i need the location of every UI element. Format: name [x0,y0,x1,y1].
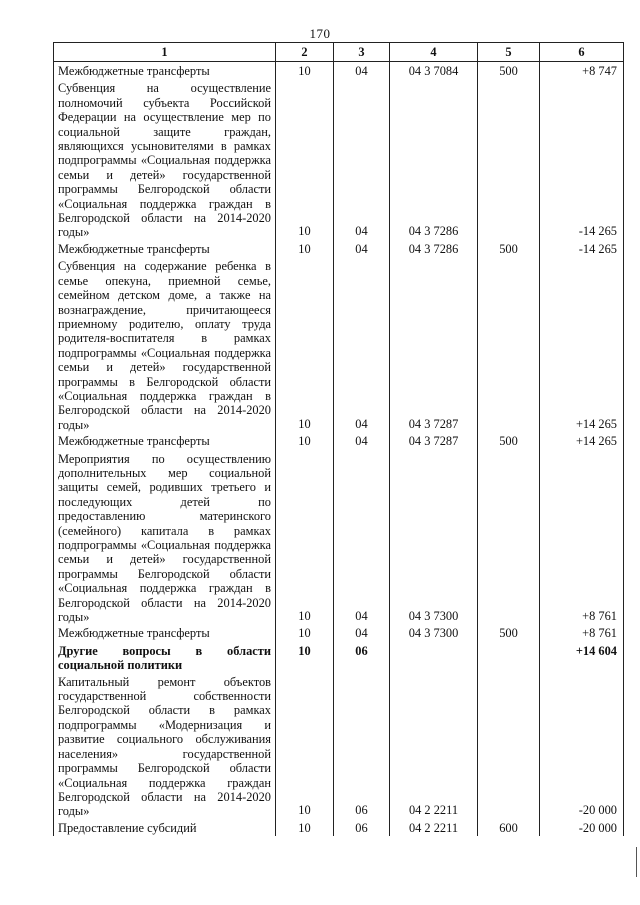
row-section: 10 [276,819,334,836]
header-row [54,43,624,62]
header-col-2: 2 [276,43,334,62]
row-name: Капитальный ремонт объектов государственной собственности Белгородской области в рамках подпрограммы «Модернизация и развитие социального обслуживания населения» государственной программы Белгородской области «Социальная поддержка граждан Белгородской области на 2014-2020 годы» [54,673,276,819]
row-subsection: 04 [334,624,390,641]
row-subsection: 04 [334,257,390,432]
row-subsection: 04 [334,240,390,257]
table-row [54,642,624,673]
row-name: Другие вопросы в области социальной политики [54,642,276,673]
table-row [54,450,624,625]
row-section: 10 [276,624,334,641]
row-expense-type: 500 [478,432,540,449]
row-name: Предоставление субсидий [54,819,276,836]
table-row [54,673,624,819]
row-section: 10 [276,79,334,239]
row-name: Межбюджетные трансферты [54,432,276,449]
row-target-article: 04 3 7287 [390,432,478,449]
row-section: 10 [276,642,334,673]
row-expense-type [478,673,540,819]
row-subsection: 04 [334,432,390,449]
row-subsection: 04 [334,450,390,625]
row-name: Межбюджетные трансферты [54,62,276,80]
row-amount: +8 761 [540,450,624,625]
row-amount: +14 265 [540,432,624,449]
row-section: 10 [276,240,334,257]
row-name: Субвенция на содержание ребенка в семье опекуна, приемной семье, семейном детском доме, а также на вознаграждение, причитающееся приемному родителю, оплату труда родителя-воспитателя в рамках подпрограммы «Социальная поддержка семьи и детей» государственной программы в Белгородской области «Социальная поддержка граждан в Белгородской области на 2014-2020 годы» [54,257,276,432]
table-row [54,240,624,257]
row-target-article: 04 3 7286 [390,240,478,257]
header-col-6: 6 [540,43,624,62]
header-col-3: 3 [334,43,390,62]
table-row [54,819,624,836]
row-amount: -14 265 [540,79,624,239]
row-section: 10 [276,673,334,819]
row-expense-type [478,257,540,432]
row-amount: +14 604 [540,642,624,673]
row-amount: -20 000 [540,673,624,819]
table-row [54,432,624,449]
row-target-article: 04 3 7084 [390,62,478,80]
row-subsection: 06 [334,819,390,836]
row-target-article: 04 3 7287 [390,257,478,432]
table-row [54,62,624,80]
row-subsection: 04 [334,62,390,80]
row-name: Мероприятия по осуществлению дополнительных мер социальной защиты семей, родивших третьего и последующих детей по предоставлению материнского (семейного) капитала в рамках подпрограммы «Социальная поддержка семьи и детей» государственной программы Белгородской области «Социальная поддержка граждан в Белгородской области на 2014-2020 годы» [54,450,276,625]
row-expense-type: 600 [478,819,540,836]
row-section: 10 [276,257,334,432]
row-amount: +14 265 [540,257,624,432]
row-subsection: 06 [334,642,390,673]
row-subsection: 04 [334,79,390,239]
row-expense-type: 500 [478,624,540,641]
row-amount: +8 747 [540,62,624,80]
table-row [54,257,624,432]
row-target-article: 04 3 7286 [390,79,478,239]
edge-mark [636,847,637,877]
row-expense-type [478,450,540,625]
row-amount: -14 265 [540,240,624,257]
row-section: 10 [276,450,334,625]
row-name: Межбюджетные трансферты [54,624,276,641]
row-expense-type: 500 [478,62,540,80]
row-amount: +8 761 [540,624,624,641]
row-subsection: 06 [334,673,390,819]
row-section: 10 [276,62,334,80]
budget-table [53,42,624,836]
header-col-5: 5 [478,43,540,62]
row-expense-type: 500 [478,240,540,257]
row-target-article [390,642,478,673]
row-expense-type [478,642,540,673]
table-row [54,79,624,239]
row-section: 10 [276,432,334,449]
header-col-1: 1 [54,43,276,62]
page-number: 170 [309,26,331,41]
row-expense-type [478,79,540,239]
row-name: Межбюджетные трансферты [54,240,276,257]
row-target-article: 04 3 7300 [390,624,478,641]
row-name: Субвенция на осуществление полномочий субъекта Российской Федерации на осуществление мер по социальной защите граждан, являющихся усыновителями в рамках подпрограммы «Социальная поддержка семьи и детей» государственной программы Белгородской области «Социальная поддержка граждан в Белгородской области на 2014-2020 годы» [54,79,276,239]
header-col-4: 4 [390,43,478,62]
row-target-article: 04 3 7300 [390,450,478,625]
row-amount: -20 000 [540,819,624,836]
row-target-article: 04 2 2211 [390,673,478,819]
row-target-article: 04 2 2211 [390,819,478,836]
table-row [54,624,624,641]
